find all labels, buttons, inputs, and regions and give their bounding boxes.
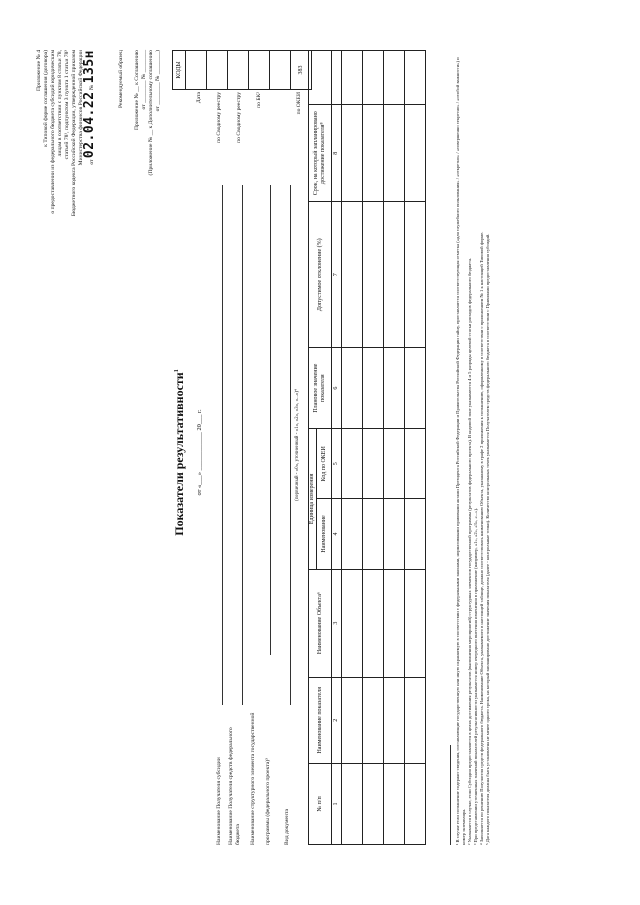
field-fund-line-2: бюджета [235,824,241,845]
code-label-registry-1: по Сводному реестру [216,92,222,143]
footnotes [455,55,491,845]
order-number-handwritten: 135н [82,50,97,84]
table-cell [363,763,384,844]
table-cell [384,51,405,105]
codes-table [172,50,312,90]
field-recipient-line [222,185,223,705]
table-row [363,51,384,845]
attachment-block [134,50,162,175]
appendix-line: к Типовой форме соглашения (договора) [43,50,49,147]
table-cell [342,348,363,429]
table-cell [342,763,363,844]
attachment-line-1: Приложение № __ к Соглашению [134,50,140,131]
table-cell [405,429,426,499]
field-fund-label [228,727,242,845]
table-cell [384,429,405,499]
table-cell [384,677,405,763]
table-cell [405,202,426,348]
col-number: 7 [332,202,342,348]
appendix-line: статьей 78¹, подпунктом 3 пункта 1 статьи 78³ [64,50,70,160]
field-doctype-line [290,185,291,705]
field-program-line-1: Наименование структурного элемента государственной [250,712,256,845]
table-cell [363,499,384,569]
code-cell-empty [270,51,291,90]
table-cell [342,105,363,202]
table-cell [405,677,426,763]
title-date-line: от «___» ____________ 20___ г. [196,409,203,496]
code-label-registry-2: по Сводному реестру [236,92,242,143]
field-recipient-label: Наименование Получателя субсидии [216,757,222,845]
order-date-handwritten: 02.04.22 [82,91,97,159]
table-cell [405,348,426,429]
table-cell [342,569,363,677]
attachment-line-4: от ________ № ________) [155,50,161,112]
field-fund-line [242,185,243,705]
col-number: 3 [332,569,342,677]
col-number: 8 [332,105,342,202]
table-row [342,51,363,845]
table-cell [342,202,363,348]
table-cell [342,429,363,499]
code-label-bk: по БК² [256,92,262,108]
col-number-extra [332,51,342,105]
col-header-object: Наименование Объекта⁶ [309,569,332,677]
table-cell [384,763,405,844]
table-cell [405,499,426,569]
attachment-line-2: от ________ № ________ [141,50,147,110]
footnote: ² Указывается в случае, если Субсидия предоставляется в целях достижения результатов (выполнения мероприятий) структурных элементов государственной программы (результатов федерального проекта). В кодовой зоне указываются 4 и 5 разряды целевой статьи расходов федерального бюджета. [467,257,472,845]
col-number: 2 [332,677,342,763]
footnote-separator [450,745,451,845]
col-number: 6 [332,348,342,429]
table-cell [384,569,405,677]
page-title-text: Показатели результативности [172,372,186,536]
appendix-line: о предоставлении из федерального бюджета субсидий юридическим [50,50,56,214]
table-cell [342,677,363,763]
recommended-sample: Рекомендуемый образец [118,50,124,109]
field-doctype-hint: (первичный - «0», уточненный - «1», «2», «3», «...»)⁴ [295,389,300,501]
page-title [172,0,187,905]
table-cell [405,763,426,844]
table-cell [342,51,363,105]
table-cell [363,569,384,677]
code-label-okei: по ОКЕИ [296,92,302,115]
footnote: ⁴ Заполняется по решению Получателя средств федерального бюджета. Наименование Объекта, указываемого в настоящей таблице, должно соответствовать наименованию Объекта, указанному в графе 2 приложения к соглашению, оформленному в соответствии с приложением № 1 к настоящей Типовой форме. [479,231,484,845]
field-program-line [270,185,271,655]
table-cell [384,348,405,429]
col-number: 5 [332,429,342,499]
footnote: ¹ В случае если соглашение содержит сведения, составляющие государственную или иную охраняемую в соответствии с федеральными законами, нормативными правовыми актами Президента Российской Федерации и Правительства Российской Федерации тайну, проставляется соответствующая отметка («для служебного пользования» / «секретно» / «совершенно секретно» / «особой важности») и номер экземпляра. [455,57,466,845]
footnote: ⁵ Дата каждого показателя должна быть установлена не менее одного срока, на который запланировано достижение значения показателя (далее - контрольные точки). Количество контрольных точек указывается Получателем средств федерального бюджета в соответствии с Правилами предоставления субсидий. [485,233,490,845]
table-row [384,51,405,845]
col-header-unit-name: Наименование [317,499,332,569]
appendix-line: Бюджетного кодекса Российской Федерации, утвержденной приказом [71,50,77,217]
appendix-line: Министерства финансов Российской Федерации [78,50,84,166]
code-cell-date [186,51,207,90]
page-title-footnote-mark: 1 [174,369,180,373]
field-doctype-label: Вид документа [284,809,290,845]
code-cell-bk [249,51,270,90]
code-cell-okei: 383 [291,51,312,90]
appendix-line: лицам в соответствии с пунктом 8 статьи 78, [57,50,63,157]
table-cell [363,105,384,202]
field-program-line-2: программы (федерального проекта)³ [265,758,271,845]
table-cell [363,202,384,348]
table-cell [384,202,405,348]
code-label-date: Дата [196,92,202,104]
col-number: 4 [332,499,342,569]
table-cell [384,499,405,569]
order-number-prefix: № [89,84,95,91]
table-cell [384,105,405,202]
col-header-name: Наименование показателя [309,677,332,763]
table-cell [363,348,384,429]
table-cell [363,677,384,763]
col-header-deviation: Допустимое отклонение (%) [309,202,332,348]
table-cell [363,429,384,499]
attachment-line-3: (Приложение № __ к Дополнительному соглашению [148,50,154,176]
appendix-line: Приложение № 4 [36,50,42,91]
col-header-unit: Единица измерения [309,429,317,569]
table-cell [405,51,426,105]
order-date-prefix: от [89,159,95,165]
codes-header: КОДЫ [173,51,186,90]
code-cell-registry-1 [207,51,228,90]
order-date-line [82,50,97,216]
code-cell-registry-2 [228,51,249,90]
indicators-table [308,50,426,845]
appendix-header [36,50,96,216]
field-program-label [250,713,272,845]
field-fund-line-1: Наименование Получателя средств федерального [228,727,234,845]
table-cell [405,105,426,202]
col-number: 1 [332,763,342,844]
table-cell [363,51,384,105]
footnote: ³ При представлении уточненных значений показателей результативности указывается номер очередного внесения изменения в приложение (например, «1», «2», «3», «...»). [473,507,478,845]
col-header-extra [309,51,332,105]
col-header-deadline: Срок, на который запланировано достижение показателя⁸ [309,105,332,202]
col-header-num: № п/п [309,763,332,844]
col-header-plan: Плановое значение показателя [309,348,332,429]
table-cell [405,569,426,677]
col-header-unit-code: Код по ОКЕИ [317,429,332,499]
table-row [405,51,426,845]
table-cell [342,499,363,569]
